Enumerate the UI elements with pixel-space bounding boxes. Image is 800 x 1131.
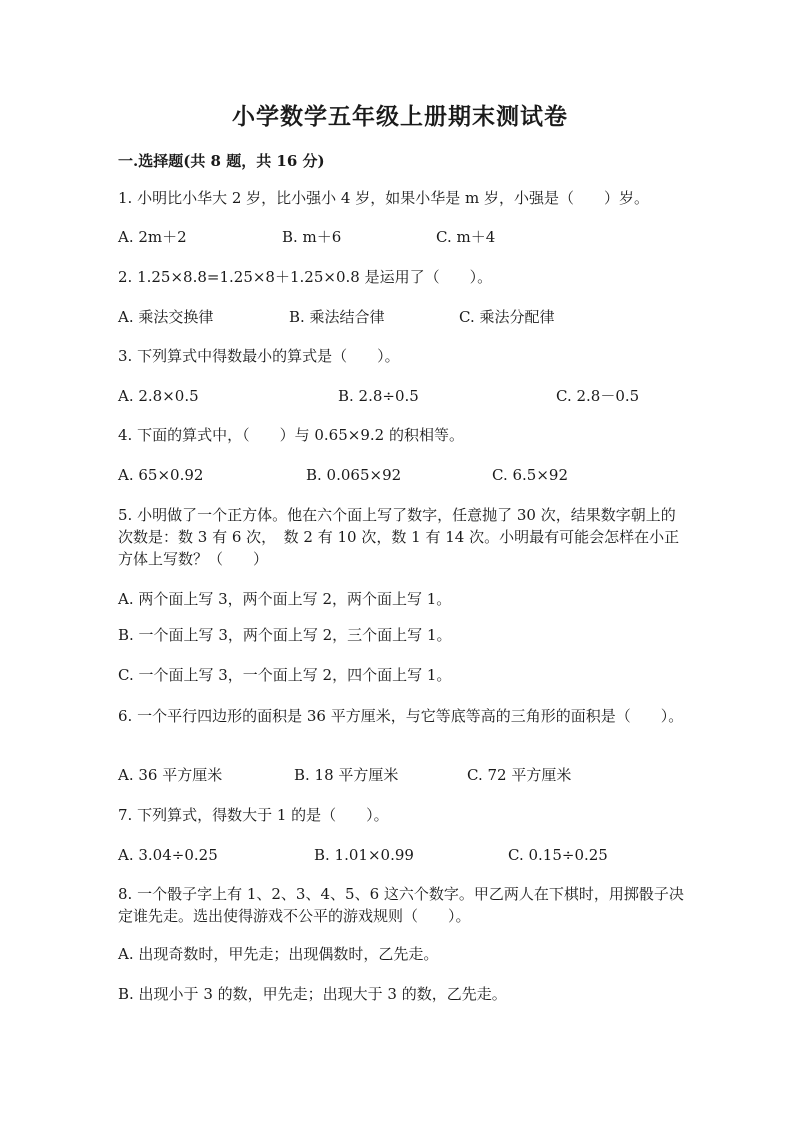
question-2-option-c: C. 乘法分配律 xyxy=(459,308,555,326)
question-4-option-a: A. 65×0.92 xyxy=(118,466,204,484)
question-4: 4. 下面的算式中，（ ）与 0.65×9.2 的积相等。 xyxy=(118,426,464,444)
question-5: 5. 小明做了一个正方体。他在六个面上写了数字，任意抛了 30 次，结果数字朝上的次数是：数 3 有 6 次， 数 2 有 10 次，数 1 有 14 次。小明最有可能会怎样在小正方体上写数？（ ） xyxy=(118,506,680,568)
question-4-option-b: B. 0.065×92 xyxy=(306,466,402,484)
question-3: 3. 下列算式中得数最小的算式是（ ）。 xyxy=(118,347,400,365)
question-6: 6. 一个平行四边形的面积是 36 平方厘米，与它等底等高的三角形的面积是（ ）。 xyxy=(118,707,684,725)
question-3-option-a: A. 2.8×0.5 xyxy=(118,387,199,405)
question-5-option-b: B. 一个面上写 3，两个面上写 2，三个面上写 1。 xyxy=(118,626,452,644)
question-4-option-c: C. 6.5×92 xyxy=(492,466,568,484)
question-8: 8. 一个骰子字上有 1、2、3、4、5、6 这六个数字。甲乙两人在下棋时，用掷骰子决定谁先走。选出使得游戏不公平的游戏规则（ ）。 xyxy=(118,885,684,925)
question-7-option-b: B. 1.01×0.99 xyxy=(314,846,414,864)
question-6-option-b: B. 18 平方厘米 xyxy=(294,766,399,784)
question-1-option-b: B. m＋6 xyxy=(282,228,342,246)
question-1-option-a: A. 2m＋2 xyxy=(118,228,187,246)
question-5-option-a: A. 两个面上写 3，两个面上写 2，两个面上写 1。 xyxy=(118,590,452,608)
question-7: 7. 下列算式，得数大于 1 的是（ ）。 xyxy=(118,806,389,824)
question-2: 2. 1.25×8.8=1.25×8＋1.25×0.8 是运用了（ ）。 xyxy=(118,268,493,286)
question-7-option-c: C. 0.15÷0.25 xyxy=(508,846,608,864)
question-7-option-a: A. 3.04÷0.25 xyxy=(118,846,218,864)
question-2-option-b: B. 乘法结合律 xyxy=(289,308,385,326)
question-6-option-a: A. 36 平方厘米 xyxy=(118,766,223,784)
question-1-option-c: C. m＋4 xyxy=(436,228,496,246)
question-1: 1. 小明比小华大 2 岁，比小强小 4 岁，如果小华是 m 岁，小强是（ ）岁。 xyxy=(118,189,650,207)
question-8-option-a: A. 出现奇数时，甲先走；出现偶数时，乙先走。 xyxy=(118,945,439,963)
section-heading: 一.选择题(共 8 题，共 16 分) xyxy=(118,152,325,170)
question-3-option-b: B. 2.8÷0.5 xyxy=(338,387,419,405)
question-5-option-c: C. 一个面上写 3，一个面上写 2，四个面上写 1。 xyxy=(118,666,452,684)
question-8-option-b: B. 出现小于 3 的数，甲先走；出现大于 3 的数，乙先走。 xyxy=(118,985,507,1003)
question-6-option-c: C. 72 平方厘米 xyxy=(467,766,572,784)
page-title: 小学数学五年级上册期末测试卷 xyxy=(232,103,568,130)
question-2-option-a: A. 乘法交换律 xyxy=(118,308,214,326)
question-3-option-c: C. 2.8－0.5 xyxy=(556,387,640,405)
